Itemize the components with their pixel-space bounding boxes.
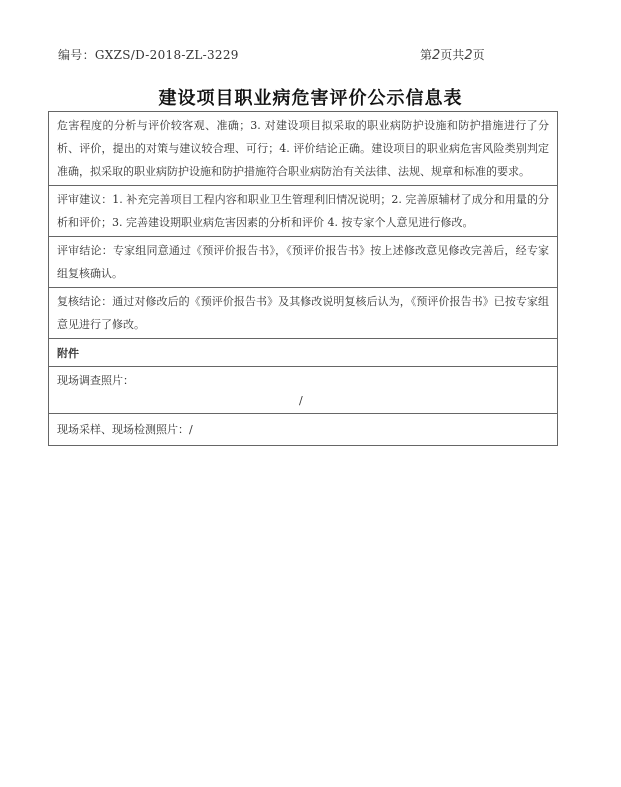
review-suggestions-cell: 评审建议：1. 补充完善项目工程内容和职业卫生管理利旧情况说明；2. 完善原辅材了成分和用量的分析和评价；3. 完善建设期职业病危害因素的分析和评价 4. 按专家个人意见进行修改。 xyxy=(49,186,558,237)
attachments-heading-row xyxy=(49,339,558,367)
site-photos-value: / xyxy=(299,394,303,407)
site-photos-cell xyxy=(49,367,558,414)
info-table xyxy=(48,111,558,446)
recheck-conclusion-cell: 复核结论：通过对修改后的《预评价报告书》及其修改说明复核后认为，《预评价报告书》已按专家组意见进行了修改。 xyxy=(49,288,558,339)
recheck-conclusion-row xyxy=(49,288,558,339)
page-suffix: 页 xyxy=(472,48,485,62)
review-suggestions-row xyxy=(49,186,558,237)
conclusion-cell: 危害程度的分析与评价较客观、准确；3. 对建设项目拟采取的职业病防护设施和防护措施进行了分析、评价，提出的对策与建议较合理、可行；4. 评价结论正确。建设项目的职业病危害风险类别判定准确，拟采取的职业病防护设施和防护措施符合职业病防治有关法律、法规、规章和标准的要求。 xyxy=(49,112,558,186)
page-current: 2 xyxy=(432,48,441,63)
review-conclusion-cell: 评审结论：专家组同意通过《预评价报告书》，《预评价报告书》按上述修改意见修改完善后，经专家组复核确认。 xyxy=(49,237,558,288)
sampling-photos-value: / xyxy=(189,423,193,436)
document-code-value: GXZS/D-2018-ZL-3229 xyxy=(94,48,239,62)
sampling-photos-label: 现场采样、现场检测照片： xyxy=(57,423,189,436)
page-indicator xyxy=(420,46,485,63)
sampling-photos-row xyxy=(49,414,558,446)
conclusion-row xyxy=(49,112,558,186)
attachments-heading: 附件 xyxy=(49,339,558,367)
sampling-photos-cell xyxy=(49,414,558,446)
review-conclusion-row xyxy=(49,237,558,288)
site-photos-row xyxy=(49,367,558,414)
page-prefix: 第 xyxy=(420,48,433,62)
page-title: 建设项目职业病危害评价公示信息表 xyxy=(158,88,463,109)
document-code-label: 编号： xyxy=(58,48,95,62)
site-photos-label: 现场调查照片： xyxy=(57,374,134,387)
document-code xyxy=(58,46,239,63)
page-total: 2 xyxy=(464,48,473,63)
page-middle: 页共 xyxy=(440,48,465,62)
